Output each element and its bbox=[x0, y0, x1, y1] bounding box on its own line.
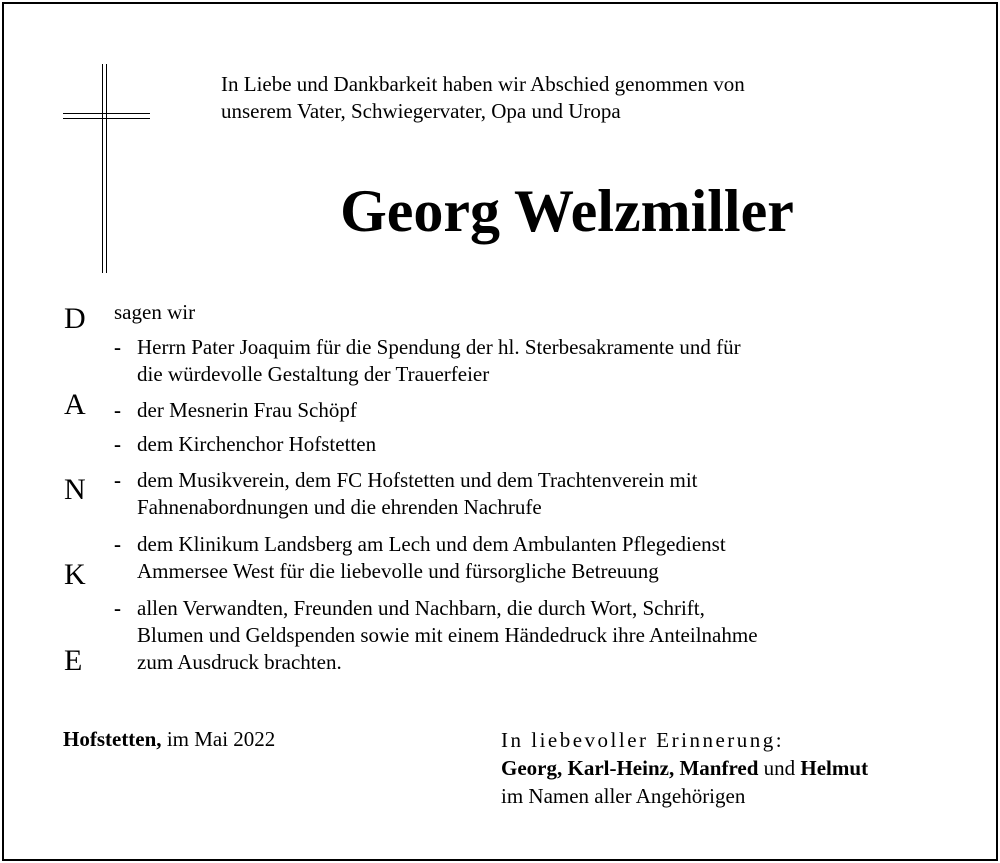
name-manfred: Manfred bbox=[679, 756, 759, 780]
dash-0: - bbox=[114, 335, 121, 359]
intro-line-1: In Liebe und Dankbarkeit haben wir Abschied genommen von bbox=[221, 72, 745, 96]
danke-letter-a: A bbox=[64, 388, 86, 421]
intro-text bbox=[221, 71, 745, 125]
danke-letter-d: D bbox=[64, 302, 86, 335]
danke-letter-e: E bbox=[64, 644, 83, 677]
danke-letter-k: K bbox=[64, 558, 86, 591]
thanks-item-2-line-0: dem Kirchenchor Hofstetten bbox=[137, 432, 377, 456]
dash-4: - bbox=[114, 532, 121, 556]
dash-3: - bbox=[114, 468, 121, 492]
thanks-item-0-line-1: die würdevolle Gestaltung der Trauerfeier bbox=[137, 362, 490, 386]
thanks-item-4-line-1: Ammersee West für die liebevolle und fürsorgliche Betreuung bbox=[137, 559, 659, 583]
memory-text: In liebevoller Erinnerung: bbox=[501, 728, 785, 752]
name-georg: Georg, bbox=[501, 756, 563, 780]
deceased-name: Georg Welzmiller bbox=[340, 178, 794, 244]
name-helmut: Helmut bbox=[800, 756, 869, 780]
place-date bbox=[63, 726, 275, 753]
name-karl-heinz: Karl-Heinz, bbox=[567, 756, 675, 780]
signature-block bbox=[501, 726, 868, 810]
conjunction-und: und bbox=[763, 756, 796, 780]
dash-5: - bbox=[114, 596, 121, 620]
thanks-item-5-line-1: Blumen und Geldspenden sowie mit einem Händedruck ihre Anteilnahme bbox=[137, 623, 758, 647]
thanks-item-3-line-0: dem Musikverein, dem FC Hofstetten und dem Trachtenverein mit bbox=[137, 468, 698, 492]
thanks-item-5-line-2: zum Ausdruck brachten. bbox=[137, 650, 342, 674]
dash-1: - bbox=[114, 398, 121, 422]
lead-text: sagen wir bbox=[114, 300, 196, 324]
danke-letter-n: N bbox=[64, 473, 86, 506]
thanks-item-1-line-0: der Mesnerin Frau Schöpf bbox=[137, 398, 357, 422]
thanks-item-4-line-0: dem Klinikum Landsberg am Lech und dem Ambulanten Pflegedienst bbox=[137, 532, 726, 556]
date-text: im Mai 2022 bbox=[161, 727, 276, 751]
dash-2: - bbox=[114, 432, 121, 456]
thanks-item-5-line-0: allen Verwandten, Freunden und Nachbarn, die durch Wort, Schrift, bbox=[137, 596, 705, 620]
thanks-item-3-line-1: Fahnenabordnungen und die ehrenden Nachrufe bbox=[137, 495, 542, 519]
place-text: Hofstetten, bbox=[63, 727, 162, 751]
thanks-item-0-line-0: Herrn Pater Joaquim für die Spendung der hl. Sterbesakramente und für bbox=[137, 335, 741, 359]
intro-line-2: unserem Vater, Schwiegervater, Opa und Uropa bbox=[221, 99, 621, 123]
signatory-names bbox=[501, 754, 868, 782]
family-text: im Namen aller Angehörigen bbox=[501, 784, 746, 808]
